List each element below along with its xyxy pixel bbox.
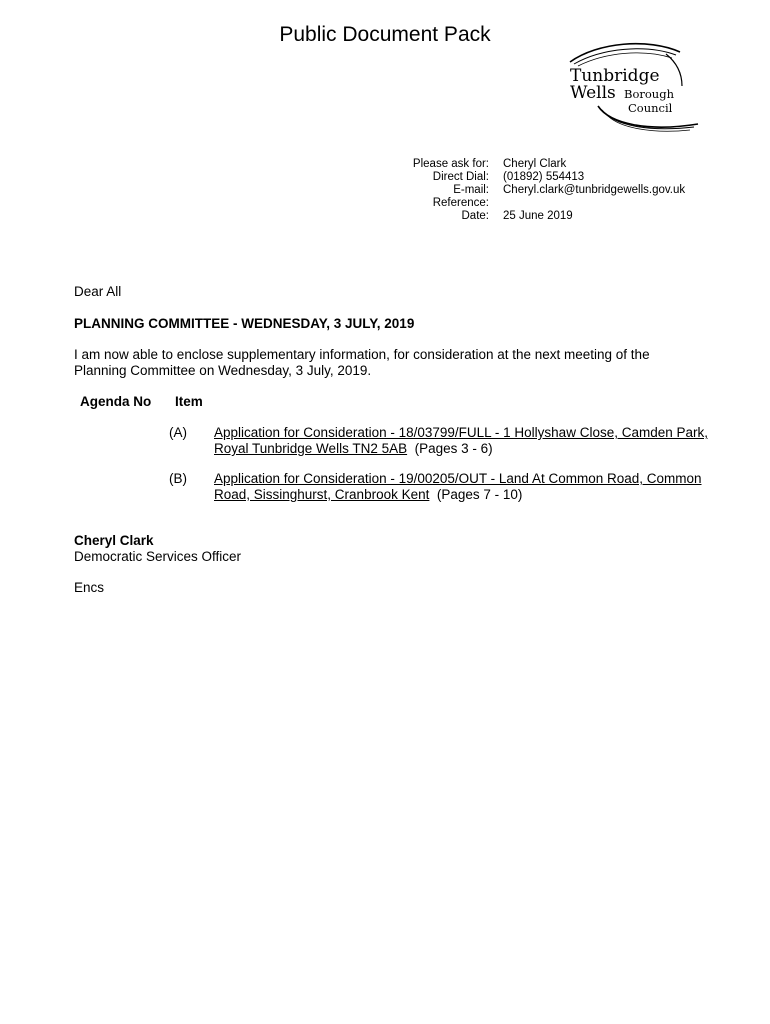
contact-row-direct-dial — [380, 171, 685, 184]
salutation: Dear All — [74, 284, 122, 299]
contact-row-date — [380, 210, 685, 223]
agenda-item-link[interactable]: Application for Consideration - 18/03799/FULL - 1 Hollyshaw Close, Camden Park, Royal Tunbridge Wells TN2 5AB — [214, 425, 708, 456]
contact-row-reference — [380, 197, 685, 210]
logo-text-tunbridge: Tunbridge — [570, 66, 660, 86]
agenda-item-pages: (Pages 3 - 6) — [414, 441, 493, 456]
enclosures-note: Encs — [74, 580, 105, 595]
contact-label: Direct Dial: — [432, 171, 489, 183]
agenda-item-link[interactable]: Application for Consideration - 19/00205/OUT - Land At Common Road, Common Road, Sissinghurst, Cranbrook Kent — [214, 471, 702, 502]
agenda-item-text — [214, 425, 714, 457]
signature-role: Democratic Services Officer — [74, 549, 242, 564]
contact-value: (01892) 554413 — [503, 171, 585, 183]
contact-value: Cheryl Clark — [503, 158, 567, 170]
page-title: Public Document Pack — [279, 23, 491, 46]
contact-label: E-mail: — [453, 184, 489, 196]
contact-value: 25 June 2019 — [503, 210, 573, 222]
agenda-item-text — [214, 471, 714, 503]
contact-label: Please ask for: — [412, 158, 489, 170]
logo-text-borough: Borough — [624, 87, 674, 101]
contact-label: Reference: — [432, 197, 489, 209]
council-logo-graphic — [558, 40, 703, 140]
agenda-no-header: Agenda No — [80, 394, 152, 409]
agenda-item — [0, 471, 770, 505]
item-header: Item — [175, 394, 203, 409]
contact-label: Date: — [461, 210, 489, 222]
agenda-item-letter: (B) — [169, 471, 187, 486]
contact-block — [380, 158, 685, 223]
signature-name: Cheryl Clark — [74, 533, 154, 548]
logo-text-council: Council — [628, 101, 673, 115]
council-logo — [558, 40, 703, 140]
agenda-item — [0, 425, 770, 459]
logo-text-wells: Wells — [570, 83, 616, 103]
letter-subject: PLANNING COMMITTEE - WEDNESDAY, 3 JULY, 2019 — [74, 316, 415, 331]
contact-value: Cheryl.clark@tunbridgewells.gov.uk — [503, 184, 686, 196]
intro-paragraph: I am now able to enclose supplementary information, for consideration at the next meeting of the Planning Committee on Wednesday, 3 July, 2019. — [74, 347, 650, 378]
agenda-item-pages: (Pages 7 - 10) — [436, 487, 523, 502]
contact-row-email — [380, 184, 685, 197]
contact-row-ask-for — [380, 158, 685, 171]
agenda-item-letter: (A) — [169, 425, 187, 440]
